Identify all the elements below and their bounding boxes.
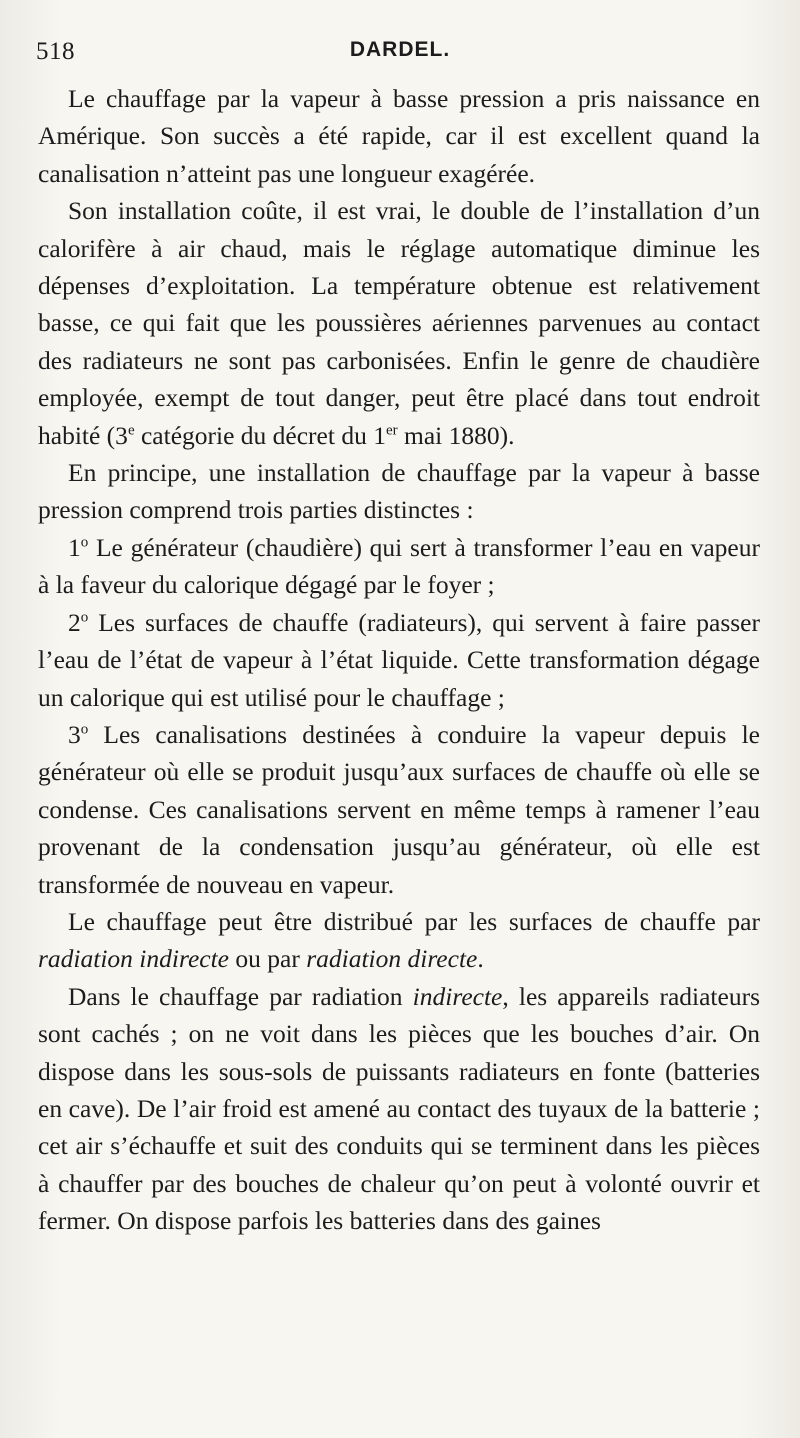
paragraph-8-text-b: , les appareils radiateurs sont cachés ; on ne voit dans les pièces que les bouches d’air. On dispose dans les sous-sols de puissants radiateurs en fonte (batteries en cave). De l’air froid est amené au contact des tuyaux de la batterie ; cet air s’échauffe et suit des conduits qui se terminent dans les pièces à chauffer par des bouches de chaleur qu’on peut à volonté ouvrir et fermer. On dispose parfois les batteries dans des gaines xyxy=(38,981,760,1236)
paragraph-2-text-c: mai 1880). xyxy=(397,420,515,450)
list-item-1-text: Le générateur (chaudière) qui sert à transformer l’eau en vapeur à la faveur du calorique dégagé par le foyer ; xyxy=(38,532,760,600)
list-item-3 xyxy=(38,716,760,903)
italic-term-indirect: radiation indirecte xyxy=(38,944,229,974)
list-item-2 xyxy=(38,604,760,716)
paragraph-2-text-a: Son installation coûte, il est vrai, le double de l’installation d’un calorifère à air chaud, mais le réglage automatique diminue les dépenses d’exploitation. La température obtenue est relativement basse, ce qui fait que les poussières aériennes parvenues au contact des radiateurs ne sont pas carbonisées. Enfin le genre de chaudière employée, exempt de tout danger, peut être placé dans tout endroit habité (3 xyxy=(38,196,760,450)
italic-term-indirecte: indirecte xyxy=(412,981,503,1011)
list-number-3: 3 xyxy=(68,719,81,749)
list-item-2-text: Les surfaces de chauffe (radiateurs), qui servent à faire passer l’eau de l’état de vapeur à l’état liquide. Cette transformation dégage un calorique qui est utilisé pour le chauffage ; xyxy=(38,607,760,712)
paragraph-8-text-a: Dans le chauffage par radiation xyxy=(68,981,413,1011)
list-item-3-text: Les canalisations destinées à conduire la vapeur depuis le générateur où elle se produit jusqu’aux surfaces de chauffe où elle se condense. Ces canalisations servent en même temps à ramener l’eau provenant de la condensation jusqu’au générateur, où elle est transformée de nouveau en vapeur. xyxy=(38,719,760,899)
paragraph-2 xyxy=(38,192,760,454)
paragraph-7-text-a: Le chauffage peut être distribué par les surfaces de chauffe par xyxy=(68,906,760,936)
list-number-1: 1 xyxy=(68,532,81,562)
body-text xyxy=(38,80,760,1240)
ordinal-marker: o xyxy=(80,534,89,551)
superscript-er: er xyxy=(385,422,398,439)
paragraph-7 xyxy=(38,903,760,978)
paragraph-8 xyxy=(38,978,760,1240)
running-head: DARDEL. xyxy=(349,38,451,61)
paragraph-7-text-b: ou par xyxy=(229,944,307,974)
page-number: 518 xyxy=(36,38,75,65)
italic-term-direct: radiation directe xyxy=(306,944,478,974)
paragraph-1: Le chauffage par la vapeur à basse pression a pris naissance en Amérique. Son succès a été rapide, car il est excellent quand la canalisation n’atteint pas une longueur exagérée. xyxy=(38,84,760,188)
superscript-e: e xyxy=(127,422,135,439)
list-item-1 xyxy=(38,529,760,604)
paragraph-2-text-b: catégorie du décret du 1 xyxy=(134,420,386,450)
paragraph-7-text-c: . xyxy=(477,944,484,974)
ordinal-marker: o xyxy=(80,721,89,738)
paragraph-3: En principe, une installation de chauffage par la vapeur à basse pression comprend trois parties distinctes : xyxy=(38,458,760,525)
ordinal-marker: o xyxy=(80,609,89,626)
page-header xyxy=(36,30,764,70)
list-number-2: 2 xyxy=(68,607,81,637)
